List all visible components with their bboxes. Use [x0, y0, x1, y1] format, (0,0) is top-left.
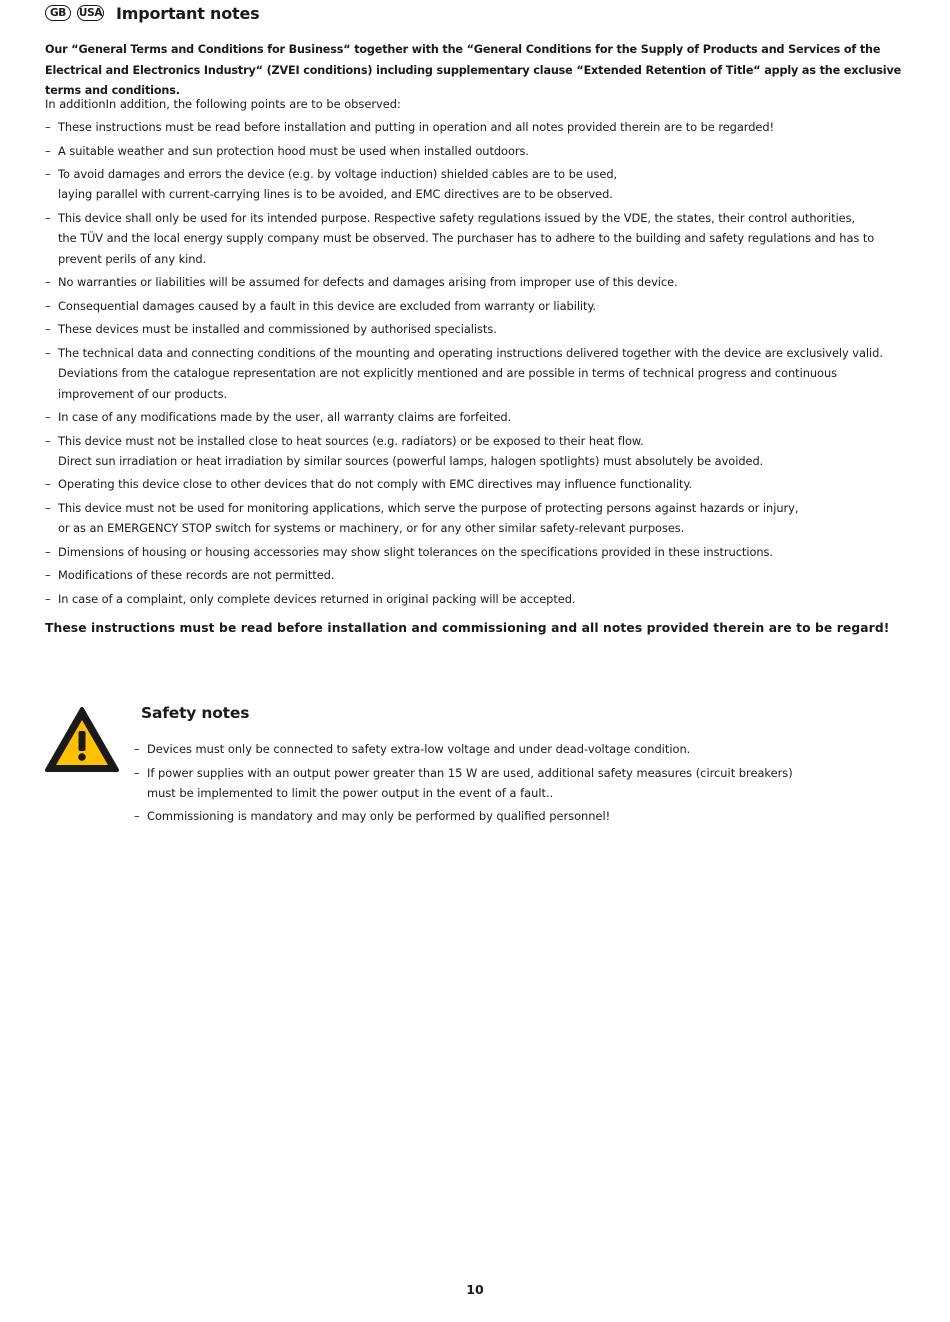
list-item-line: This device must not be used for monitoring applications, which serve the purpose of protecting persons against hazards or injury,: [58, 500, 799, 515]
list-item-line: Consequential damages caused by a fault in this device are excluded from warranty or liability.: [58, 298, 597, 313]
list-item-line: The technical data and connecting conditions of the mounting and operating instructions delivered together with the device are exclusively valid.: [58, 345, 883, 360]
closing-statement: These instructions must be read before installation and commissioning and all notes provided therein are to be regard!: [45, 621, 890, 635]
lead-sentence: In additionIn addition, the following points are to be observed:: [45, 97, 401, 111]
list-item-line: Modifications of these records are not permitted.: [58, 568, 335, 583]
list-item: [45, 589, 905, 609]
list-item-line: To avoid damages and errors the device (e.g. by voltage induction) shielded cables are to be used,: [58, 167, 618, 181]
important-notes-list: [45, 117, 905, 612]
list-item-line: No warranties or liabilities will be assumed for defects and damages arising from improper use of this device.: [58, 275, 678, 290]
list-item-line: must be implemented to limit the power output in the event of a fault..: [147, 785, 554, 800]
list-item: [45, 296, 905, 316]
warning-triangle-icon: [44, 706, 120, 774]
list-item-line: prevent perils of any kind.: [58, 251, 207, 266]
list-item-line: Commissioning is mandatory and may only be performed by qualified personnel!: [147, 809, 611, 824]
list-item-line: In case of a complaint, only complete devices returned in original packing will be accepted.: [58, 591, 576, 606]
list-item: [45, 431, 905, 472]
list-item-line: the TÜV and the local energy supply company must be observed. The purchaser has to adhere to the building and safety regulations and has to: [58, 231, 875, 246]
list-item-line: If power supplies with an output power greater than 15 W are used, additional safety measures (circuit breakers): [147, 765, 793, 780]
list-item: [45, 272, 905, 292]
list-item: [45, 208, 905, 269]
page-title: Important notes: [116, 3, 260, 23]
page-header: [45, 2, 259, 24]
list-item: [45, 117, 905, 137]
list-item: [45, 319, 905, 339]
list-item: [45, 164, 905, 205]
list-item-line: This device must not be installed close to heat sources (e.g. radiators) or be exposed to their heat flow.: [58, 433, 644, 448]
list-item-line: or as an EMERGENCY STOP switch for systems or machinery, or for any other similar safety-relevant purposes.: [58, 521, 685, 536]
terms-paragraph: Our “General Terms and Conditions for Business“ together with the “General Conditions for the Supply of Products and Services of the Electrical and Electronics Industry“ (ZVEI conditions) including supplementary clause “Extended Retention of Title“ apply as the exclusive terms and conditions.: [45, 43, 902, 97]
list-item: [45, 407, 905, 427]
list-item-line: Operating this device close to other devices that do not comply with EMC directives may influence functionality.: [58, 477, 693, 492]
safety-notes-title: Safety notes: [141, 704, 250, 722]
list-item-line: A suitable weather and sun protection hood must be used when installed outdoors.: [58, 143, 529, 158]
list-item-line: Deviations from the catalogue representation are not explicitly mentioned and are possible in terms of technical progress and continuous: [58, 366, 838, 381]
list-item: [45, 141, 905, 161]
list-item-line: This device shall only be used for its intended purpose. Respective safety regulations issued by the VDE, the states, their control authorities,: [58, 210, 856, 225]
list-item: [45, 343, 905, 404]
usa-badge-icon: USA: [78, 7, 103, 19]
list-item-line: Direct sun irradiation or heat irradiation by similar sources (powerful lamps, halogen spotlights) must absolutely be avoided.: [58, 453, 764, 468]
list-item: [134, 739, 834, 759]
page-number: 10: [466, 1282, 484, 1297]
list-item: [45, 542, 905, 562]
list-item: [45, 565, 905, 585]
safety-notes-list: [134, 739, 834, 830]
list-item: [134, 806, 834, 826]
list-item-line: Dimensions of housing or housing accessories may show slight tolerances on the specifications provided in these instructions.: [58, 544, 773, 559]
list-item-line: Devices must only be connected to safety extra-low voltage and under dead-voltage condition.: [147, 742, 691, 756]
list-item-line: improvement of our products.: [58, 386, 228, 401]
list-item: [45, 498, 905, 539]
list-item-line: In case of any modifications made by the user, all warranty claims are forfeited.: [58, 410, 512, 425]
list-item-line: These instructions must be read before installation and putting in operation and all notes provided therein are to be regarded!: [58, 120, 775, 134]
list-item: [134, 763, 834, 804]
list-item-line: These devices must be installed and commissioned by authorised specialists.: [58, 322, 497, 337]
gb-badge-icon: GB: [45, 5, 71, 21]
list-item-line: laying parallel with current-carrying lines is to be avoided, and EMC directives are to be observed.: [58, 187, 613, 202]
list-item: [45, 474, 905, 494]
